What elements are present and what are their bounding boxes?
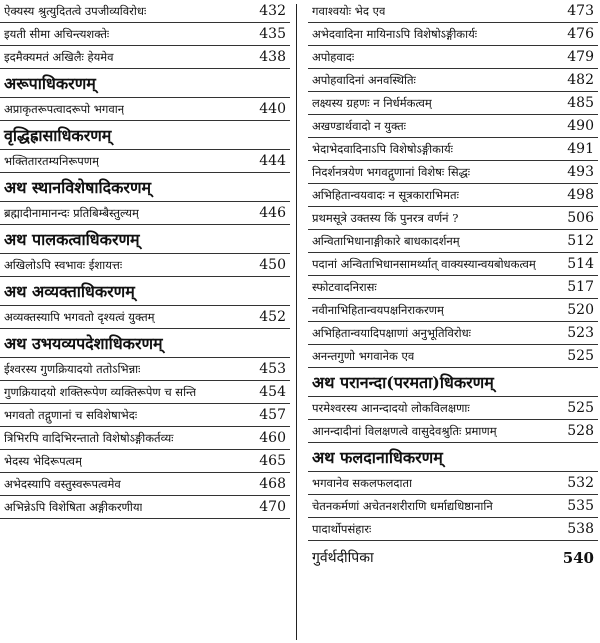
section-heading: अथ पालकत्वाधिकरणम् <box>0 225 290 254</box>
entry-title: भेदस्य भेदिरूपत्वम् <box>4 454 82 468</box>
entry-title: त्रिभिरपि वादिभिरन्तातो विशेषोऽङ्गीकर्तव्यः <box>4 431 174 445</box>
toc-entry <box>308 23 598 46</box>
page-number: 453 <box>259 361 286 377</box>
final-entry <box>308 541 598 571</box>
toc-entry <box>308 253 598 276</box>
toc-entry <box>308 518 598 541</box>
entry-title: चेतनकर्मणां अचेतनशरीराणि धर्माद्यधिष्ठानानि <box>312 499 493 513</box>
toc-entry <box>308 345 598 368</box>
entry-title: अनन्तगुणो भगवानेक एव <box>312 349 415 363</box>
page-number: 482 <box>567 72 594 88</box>
entry-title: आनन्दादीनां विलक्षणत्वे वासुदेवश्रुतिः प्रमाणम् <box>312 424 497 438</box>
page-number: 450 <box>259 257 286 273</box>
page-number: 525 <box>567 348 594 364</box>
entry-title: अप्राकृतरूपत्वादरूपो भगवान् <box>4 102 125 116</box>
toc-entry <box>0 404 290 427</box>
toc-entry <box>0 381 290 404</box>
entry-title: अपोहवादः <box>312 50 355 64</box>
toc-entry <box>308 230 598 253</box>
page-number: 493 <box>567 164 594 180</box>
entry-title: गुर्वर्थदीपिका <box>312 550 374 566</box>
page-number: 476 <box>567 26 594 42</box>
contents-column-left <box>0 0 290 519</box>
toc-entry <box>0 306 290 329</box>
toc-entry <box>0 0 290 23</box>
page-number: 512 <box>567 233 594 249</box>
entry-title: प्रथमसूत्रे उक्तस्य किं पुनरत्र वर्णनं ? <box>312 211 459 225</box>
toc-entry <box>0 150 290 173</box>
toc-entry <box>308 207 598 230</box>
toc-entry <box>308 495 598 518</box>
page-number: 454 <box>259 384 286 400</box>
entry-title: अभिहितान्वयादिपक्षाणां अनुभूतिविरोधः <box>312 326 471 340</box>
entry-title: भगवानेव सकलफलदाता <box>312 476 413 490</box>
page-number: 457 <box>259 407 286 423</box>
entry-title: लक्ष्यस्य ग्रहणः न निर्धर्मकत्वम् <box>312 96 432 110</box>
toc-entry <box>0 23 290 46</box>
toc-entry <box>0 254 290 277</box>
toc-entry <box>308 0 598 23</box>
toc-entry <box>308 322 598 345</box>
toc-entry <box>0 98 290 121</box>
toc-entry <box>0 46 290 69</box>
toc-entry <box>308 115 598 138</box>
section-heading: अथ परानन्दा(परमता)धिकरणम् <box>308 368 598 397</box>
toc-entry <box>308 161 598 184</box>
toc-entry <box>308 276 598 299</box>
page-number: 470 <box>259 499 286 515</box>
entry-title: अभिहितान्वयवादः न सूत्रकाराभिमतः <box>312 188 459 202</box>
contents-column-right <box>308 0 598 571</box>
entry-title: अपोहवादिनां अनवस्थितिः <box>312 73 416 87</box>
entry-title: भक्तितारतम्यनिरूपणम् <box>4 154 100 168</box>
page-number: 528 <box>567 423 594 439</box>
page-number: 520 <box>567 302 594 318</box>
page-number: 506 <box>567 210 594 226</box>
page-number: 465 <box>259 453 286 469</box>
toc-entry <box>0 473 290 496</box>
entry-title: ईश्वरस्य गुणक्रियादयो ततोऽभिन्नाः <box>4 362 141 376</box>
page-number: 460 <box>259 430 286 446</box>
entry-title: गुणक्रियादयो शक्तिरूपेण व्यक्तिरूपेण च सन्ति <box>4 385 197 399</box>
entry-title: इदमैक्यमतं अखिलैः हेयमेव <box>4 50 114 64</box>
page-number: 490 <box>567 118 594 134</box>
toc-entry <box>308 69 598 92</box>
page-number: 446 <box>259 205 286 221</box>
section-heading: अथ स्थानविशेषादिकरणम् <box>0 173 290 202</box>
toc-entry <box>0 450 290 473</box>
toc-entry <box>308 46 598 69</box>
entry-title: अखिलोऽपि स्वभावः ईशायत्तः <box>4 258 123 272</box>
toc-entry <box>308 397 598 420</box>
page-number: 473 <box>567 3 594 19</box>
page-number: 532 <box>567 475 594 491</box>
page-number: 540 <box>562 549 594 567</box>
toc-entry <box>0 427 290 450</box>
toc-entry <box>0 496 290 519</box>
section-heading: अरूपाधिकरणम् <box>0 69 290 98</box>
entry-title: अभेदवादिना मायिनाऽपि विशेषोऽङ्गीकार्यः <box>312 27 478 41</box>
column-divider <box>296 4 297 640</box>
entry-title: परमेश्वरस्य आनन्दादयो लोकविलक्षणाः <box>312 401 470 415</box>
section-heading: अथ अव्यक्ताधिकरणम् <box>0 277 290 306</box>
page-number: 535 <box>567 498 594 514</box>
entry-title: ऐक्यस्य श्रुत्युदितत्वे उपजीव्यविरोधः <box>4 4 147 18</box>
page-number: 491 <box>567 141 594 157</box>
toc-entry <box>0 358 290 381</box>
page-number: 468 <box>259 476 286 492</box>
toc-entry <box>308 472 598 495</box>
entry-title: अन्विताभिधानाङ्गीकारे बाधकादर्शनम् <box>312 234 460 248</box>
toc-entry <box>308 420 598 443</box>
entry-title: ब्रह्मादीनामानन्दः प्रतिबिम्बैस्तुल्यम् <box>4 206 139 220</box>
entry-title: इयती सीमा अचिन्त्यशक्तेः <box>4 27 110 41</box>
page-number: 517 <box>567 279 594 295</box>
entry-title: अखण्डार्थवादो न युक्तः <box>312 119 406 133</box>
page-number: 444 <box>259 153 286 169</box>
toc-entry <box>308 92 598 115</box>
page-number: 432 <box>259 3 286 19</box>
entry-title: अभिन्नेऽपि विशेषिता अङ्गीकरणीया <box>4 500 143 514</box>
page-number: 514 <box>567 256 594 272</box>
entry-title: गवाश्वयोः भेद एव <box>312 4 386 18</box>
page-number: 435 <box>259 26 286 42</box>
entry-title: भगवतो तद्गुणानां च सविशेषाभेदः <box>4 408 138 422</box>
toc-entry <box>308 299 598 322</box>
entry-title: भेदाभेदवादिनाऽपि विशेषोऽङ्गीकार्यः <box>312 142 453 156</box>
section-heading: अथ फलदानाधिकरणम् <box>308 443 598 472</box>
entry-title: नवीनाभिहितान्वयपक्षनिराकरणम् <box>312 303 444 317</box>
page-number: 438 <box>259 49 286 65</box>
toc-entry <box>308 138 598 161</box>
page-number: 525 <box>567 400 594 416</box>
page-number: 479 <box>567 49 594 65</box>
page-number: 440 <box>259 101 286 117</box>
entry-title: पादार्थोपसंहारः <box>312 522 372 536</box>
toc-entry <box>0 202 290 225</box>
section-heading: अथ उभयव्यपदेशाधिकरणम् <box>0 329 290 358</box>
entry-title: पदानां अन्विताभिधानसामर्थ्यात् वाक्यस्यान्वयबोधकत्वम् <box>312 257 536 271</box>
page-number: 452 <box>259 309 286 325</box>
entry-title: स्फोटवादनिरासः <box>312 280 377 294</box>
entry-title: अव्यक्तस्यापि भगवतो दृश्यत्वं युक्तम् <box>4 310 155 324</box>
page-number: 538 <box>567 521 594 537</box>
page-number: 523 <box>567 325 594 341</box>
entry-title: अभेदस्यापि वस्तुस्वरूपत्वमेव <box>4 477 121 491</box>
page-number: 498 <box>567 187 594 203</box>
toc-entry <box>308 184 598 207</box>
section-heading: वृद्धिह्रासाधिकरणम् <box>0 121 290 150</box>
entry-title: निदर्शनत्रयेण भगवद्गुणानां विशेषः सिद्धः <box>312 165 471 179</box>
page-number: 485 <box>567 95 594 111</box>
